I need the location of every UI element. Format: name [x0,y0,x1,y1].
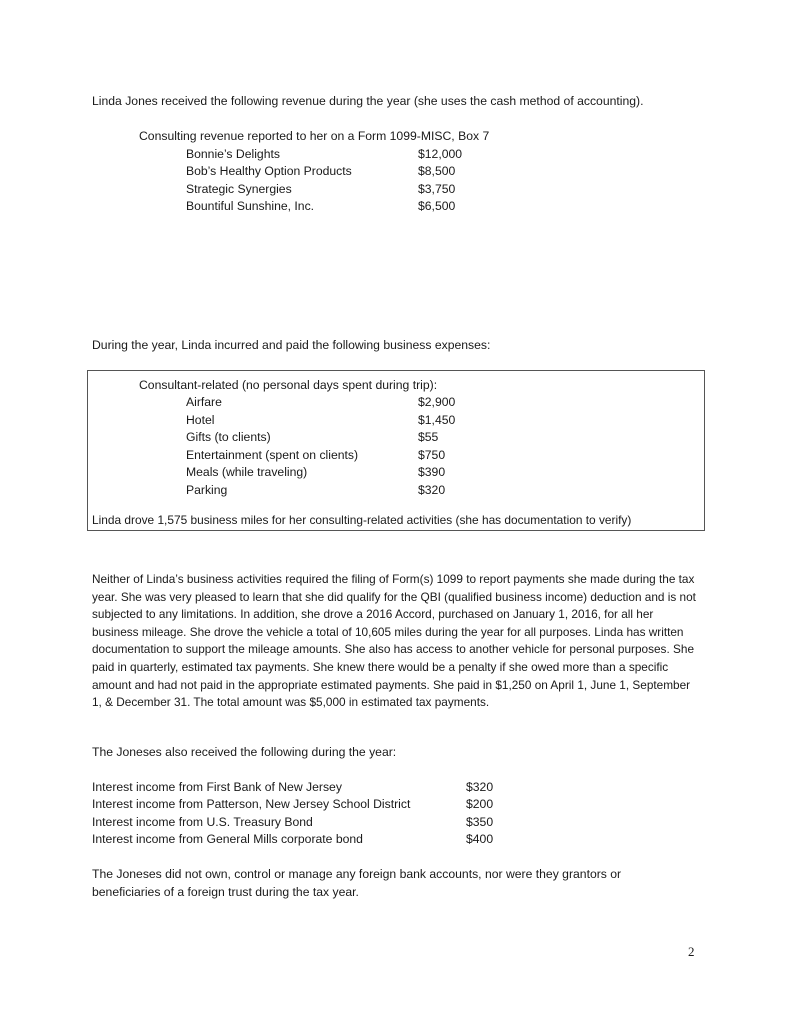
expense-item-label: Parking [186,483,228,497]
interest-item-label: Interest income from First Bank of New Jersey [92,780,342,794]
revenue-item-amount: $8,500 [418,164,456,178]
expense-item-amount: $1,450 [418,413,456,427]
interest-item-amount: $400 [466,832,494,846]
expense-item-label: Meals (while traveling) [186,465,308,479]
page-number: 2 [688,944,695,959]
expenses-heading: Consultant-related (no personal days spent during trip): [139,378,438,392]
interest-item-label: Interest income from U.S. Treasury Bond [92,815,313,829]
revenue-item-amount: $12,000 [418,147,463,161]
expense-item-label: Gifts (to clients) [186,430,271,444]
expense-item-label: Hotel [186,413,215,427]
expenses-intro: During the year, Linda incurred and paid the following business expenses: [92,338,491,352]
revenue-item-label: Bountiful Sunshine, Inc. [186,199,315,213]
revenue-item-amount: $6,500 [418,199,456,213]
foreign-accounts-paragraph: The Joneses did not own, control or manage any foreign bank accounts, nor were they grantors or beneficiaries of a foreign trust during the tax year. [92,867,622,899]
expense-item-amount: $390 [418,465,446,479]
intro-text: Linda Jones received the following revenue during the year (she uses the cash method of accounting). [92,94,644,108]
expense-item-amount: $750 [418,448,446,462]
miles-note: Linda drove 1,575 business miles for her consulting-related activities (she has documentation to verify) [92,513,632,527]
revenue-heading: Consulting revenue reported to her on a Form 1099-MISC, Box 7 [139,129,490,143]
revenue-item-label: Bob’s Healthy Option Products [186,164,352,178]
expense-item-label: Entertainment (spent on clients) [186,448,359,462]
expense-item-amount: $320 [418,483,446,497]
interest-item-amount: $200 [466,797,494,811]
details-paragraph: Neither of Linda’s business activities required the filing of Form(s) 1099 to report payments she made during the tax year. She was very pleased to learn that she did qualify for the QBI (qualified business income) deduction and is not subjected to any limitations. In addition, she drove a 2016 Accord, purchased on January 1, 2016, for all her business mileage. She drove the vehicle a total of 10,605 miles during the year for all purposes. Linda has written documentation to support the mileage amounts. She also has access to another vehicle for personal purposes. She paid in quarterly, estimated tax payments. She knew there would be a penalty if she owed more than a specific amount and had not paid in the appropriate estimated payments. She paid in $1,250 on April 1, June 1, September 1, & December 31. The total amount was $5,000 in estimated tax payments. [92,572,696,710]
expense-item-amount: $2,900 [418,395,456,409]
interest-item-label: Interest income from General Mills corporate bond [92,832,363,846]
revenue-item-label: Strategic Synergies [186,182,292,196]
revenue-item-label: Bonnie’s Delights [186,147,280,161]
interest-item-amount: $320 [466,780,494,794]
expense-item-label: Airfare [186,395,222,409]
revenue-item-amount: $3,750 [418,182,456,196]
interest-intro: The Joneses also received the following during the year: [92,745,397,759]
expense-item-amount: $55 [418,430,439,444]
interest-item-amount: $350 [466,815,494,829]
interest-item-label: Interest income from Patterson, New Jersey School District [92,797,411,811]
